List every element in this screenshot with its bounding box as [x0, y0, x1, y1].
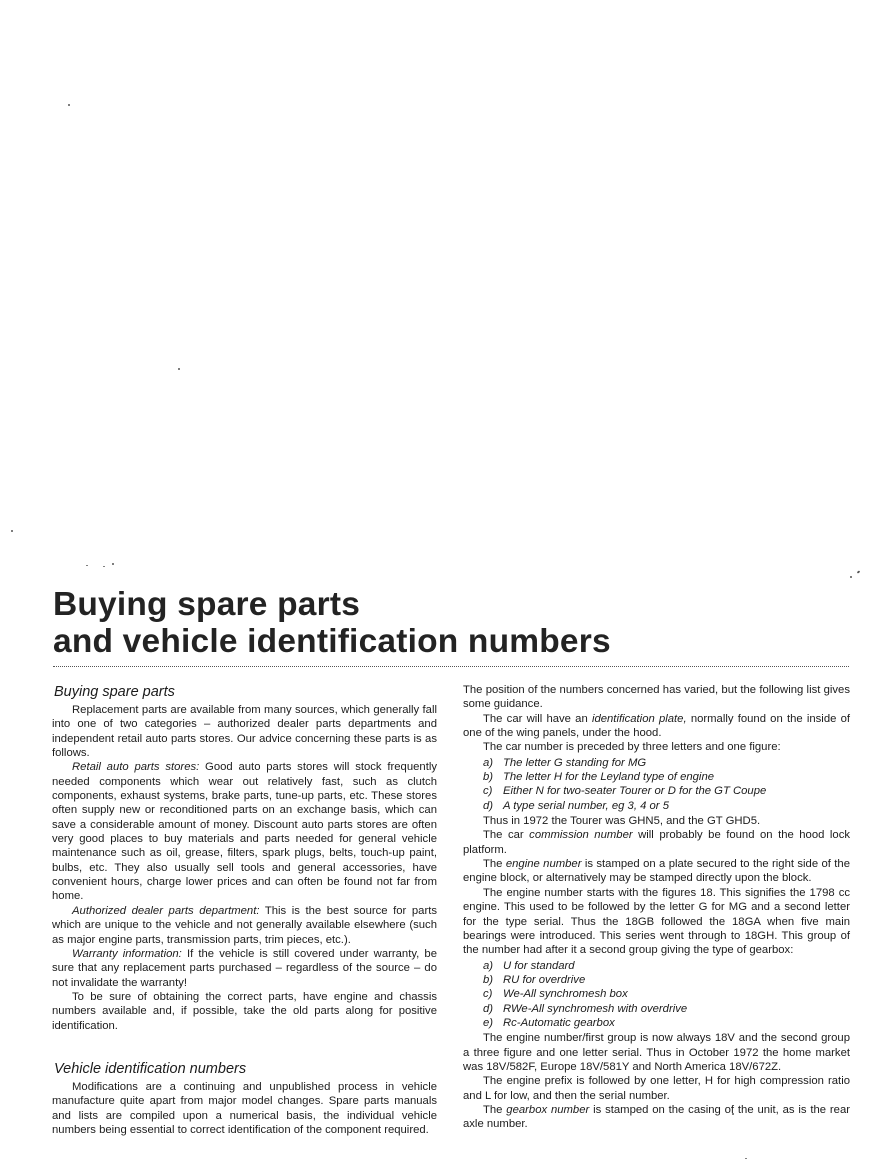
- warranty-text: If the vehicle is still covered under warranty, be sure that any replacement parts purchased – regardless of the source – do not invalidate the warranty!: [52, 947, 438, 989]
- scan-speck: [68, 104, 70, 106]
- list-item: [483, 1016, 850, 1030]
- car-number-intro: The car number is preceded by three letters and one figure:: [483, 741, 781, 754]
- gearbox-type-list: [483, 959, 850, 1031]
- section-heading-buying: Buying spare parts: [54, 684, 175, 700]
- engine-plate-text-before: The: [483, 858, 506, 871]
- list-item-text: A type serial number, eg 3, 4 or 5: [503, 799, 669, 812]
- scan-speck: [103, 566, 105, 567]
- list-marker: b): [483, 771, 494, 784]
- list-item-text: U for standard: [503, 959, 575, 972]
- commission-number-paragraph: [463, 828, 850, 857]
- list-item-text: Rc-Automatic gearbox: [503, 1016, 615, 1029]
- title-line-1: Buying spare parts: [53, 586, 361, 623]
- list-item-text: RU for overdrive: [503, 973, 586, 986]
- list-marker: c): [483, 988, 493, 1001]
- list-item: [483, 1002, 850, 1016]
- identification-plate-paragraph: [463, 712, 850, 741]
- engine-number-start-paragraph: The engine number starts with the figures 18. This signifies the 1798 cc engine. This used to be followed by the letter G for MG and a second letter for the type serial. Thus the 18GB followed the 18GA when five main bearings were introduced. This series went through to 18GH. This group of the number had after it a second group giving the type of gearbox:: [463, 886, 850, 957]
- page-title: [53, 586, 833, 660]
- list-item-text: The letter G standing for MG: [503, 756, 647, 769]
- warranty-paragraph: [52, 947, 437, 990]
- scan-speck: [850, 576, 852, 578]
- engine-plate-text-after: is stamped on a plate secured to the right side of the engine block, or alternatively may be stamped directly upon the block.: [463, 858, 850, 885]
- warranty-label: Warranty information:: [72, 947, 182, 960]
- position-paragraph: The position of the numbers concerned has varied, but the following list gives some guidance.: [463, 684, 850, 711]
- plate-term: identification plate,: [591, 712, 687, 725]
- commission-term: commission number: [529, 829, 633, 842]
- list-item: [483, 799, 850, 813]
- scan-speck: [112, 563, 114, 565]
- list-marker: e): [483, 1016, 494, 1029]
- list-item-text: Either N for two-seater Tourer or D for the GT Coupe: [503, 785, 767, 798]
- buying-intro-paragraph: Replacement parts are available from many sources, which generally fall into one of two categories – authorized dealer parts departments and independent retail auto parts stores. Our advice concerning these parts is as follows.: [52, 704, 437, 760]
- list-marker: c): [483, 785, 493, 798]
- dealer-parts-paragraph: [52, 904, 437, 947]
- dealer-parts-label: Authorized dealer parts department:: [72, 904, 260, 917]
- list-marker: a): [483, 959, 494, 972]
- list-marker: d): [483, 1002, 494, 1015]
- list-item: [483, 973, 850, 987]
- buying-closing-paragraph: To be sure of obtaining the correct parts, have engine and chassis numbers available and, if possible, take the old parts along for positive identification.: [52, 990, 437, 1032]
- list-marker: d): [483, 799, 494, 812]
- title-divider: [53, 666, 849, 667]
- engine-number-term: engine number: [505, 858, 582, 871]
- list-item-text: RWe-All synchromesh with overdrive: [503, 1002, 688, 1015]
- dealer-parts-text: This is the best source for parts which are unique to the vehicle and not generally available elsewhere (such as major engine parts, transmission parts, trim pieces, etc.).: [52, 904, 437, 946]
- right-column: [463, 683, 850, 1132]
- scan-speck: [86, 565, 88, 566]
- title-line-2: and vehicle identification numbers: [53, 623, 611, 660]
- scan-speck: [857, 570, 861, 573]
- list-marker: a): [483, 756, 494, 769]
- commission-text-after: will probably be found on the hood lock platform.: [463, 829, 851, 856]
- plate-text-after: normally found on the inside of one of the wing panels, under the hood.: [463, 712, 851, 740]
- car-number-list: [483, 756, 850, 813]
- list-marker: b): [483, 973, 494, 986]
- gearbox-text-after: is stamped on the casing of the unit, as is the rear axle number.: [463, 1103, 850, 1131]
- list-item-text: The letter H for the Leyland type of engine: [503, 771, 715, 784]
- list-item: [483, 784, 850, 798]
- list-item: [483, 756, 850, 770]
- list-item: [483, 987, 850, 1001]
- engine-number-plate-paragraph: [463, 857, 850, 886]
- example-1972-paragraph: Thus in 1972 the Tourer was GHN5, and the GT GHD5.: [483, 815, 761, 828]
- retail-stores-label: Retail auto parts stores:: [72, 761, 200, 774]
- engine-prefix-paragraph: The engine prefix is followed by one letter, H for high compression ratio and L for low, and then the serial number.: [463, 1075, 850, 1102]
- gearbox-text-before: The: [483, 1103, 507, 1116]
- gearbox-number-term: gearbox number: [506, 1103, 590, 1116]
- left-column: [52, 683, 437, 1137]
- scan-speck: [178, 368, 180, 370]
- first-group-paragraph: The engine number/first group is now always 18V and the second group a three figure and one letter serial. Thus in October 1972 the home market was 18V/582F, Europe 18V/581Y and North America 18V/672Z.: [463, 1032, 850, 1073]
- scan-speck: [11, 530, 13, 532]
- commission-text-before: The car: [483, 829, 530, 842]
- vin-intro-paragraph: Modifications are a continuing and unpublished process in vehicle manufacture quite apart from major model changes. Spare parts manuals and lists are compiled upon a numerical basis, the individual vehicle numbers being essential to correct identification of the component required.: [52, 1080, 437, 1136]
- plate-text-before: The car will have an: [483, 712, 592, 725]
- retail-stores-text: Good auto parts stores will stock frequently needed components which wear out relatively fast, such as clutch components, exhaust systems, brake parts, tune-up parts, etc. These stores often supply new or reconditioned parts on an exchange basis, which can save a considerable amount of money. Discount auto parts stores are often very good places to buy materials and parts needed for general vehicle maintenance such as oil, grease, filters, spark plugs, belts, touch-up paint, bulbs, etc. They also usually sell tools and general accessories, have convenient hours, charge lower prices and can often be found not far from home.: [52, 761, 437, 903]
- retail-stores-paragraph: [52, 760, 437, 903]
- list-item: [483, 959, 850, 973]
- list-item: [483, 770, 850, 784]
- list-item-text: We-All synchromesh box: [503, 988, 628, 1001]
- section-heading-vin: Vehicle identification numbers: [54, 1060, 247, 1077]
- gearbox-number-paragraph: [463, 1103, 850, 1132]
